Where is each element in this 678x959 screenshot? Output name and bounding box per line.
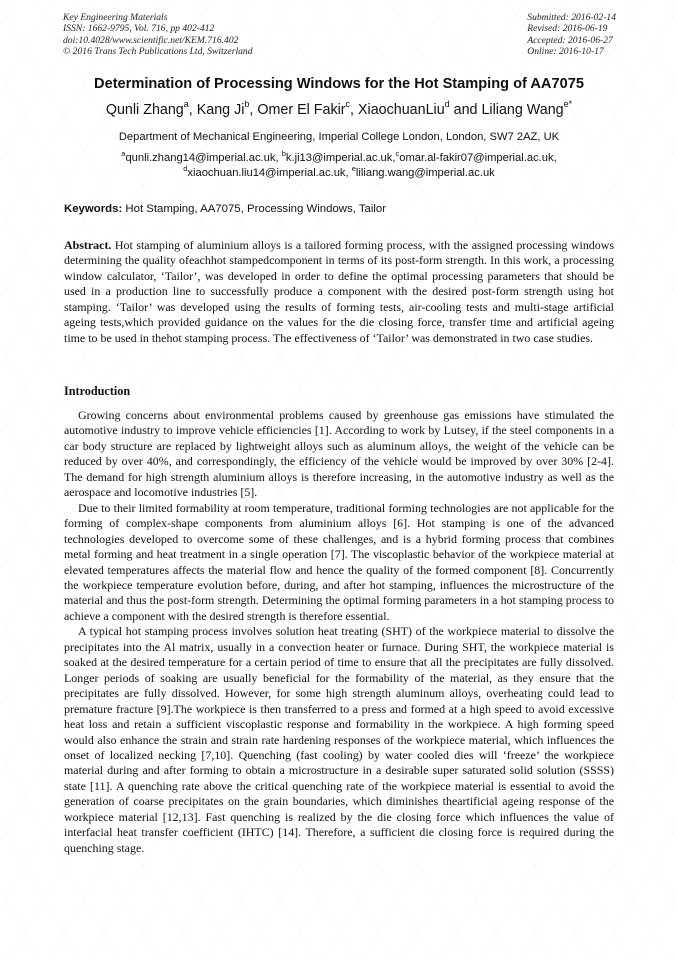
email-address[interactable]: k.ji13@imperial.ac.uk, [285, 152, 396, 164]
author-separator: , [188, 102, 197, 118]
paragraph: Due to their limited formability at room temperature, traditional forming technologies are not applicable for the forming of complex-shape components from aluminium alloys [6]. Hot stamping is one of the advanced technologies developed to overcome some of these challenges, and is a hybrid forming process that combines metal forming and heat treatment in a single operation [7]. The viscoplastic behavior of the workpiece material at elevated temperatures affects the material flow and hence the quality of the formed component [8]. Concurrently the workpiece temperature evolution before, during, and after hot stamping, influences the microstructure of the material and thus the post-form strength. Determining the optimal forming parameters in a hot stamping process to achieve a component with the desired strength is therefore essential. [64, 500, 614, 623]
keywords [64, 203, 616, 215]
author-separator: , [350, 102, 358, 118]
introduction-body [64, 408, 614, 856]
email-address[interactable]: omar.al-fakir07@imperial.ac.uk, [399, 152, 557, 164]
abstract-label: Abstract. [64, 238, 112, 252]
email-address[interactable]: qunli.zhang14@imperial.ac.uk, [125, 152, 282, 164]
author-superscript: c [345, 99, 351, 109]
paragraph: Growing concerns about environmental problems caused by greenhouse gas emissions have stimulated the automotive industry to improve vehicle efficiencies [1]. According to work by Lutsey, if the steel components in a car body structure are replaced by lightweight alloys such as aluminum alloys, the weight of the vehicle can be reduced by over 40%, and correspondingly, the efficiency of the vehicle would be improved by over 30% [2-4]. The demand for high strength aluminium alloys is therefore increasing, in the automotive industry as well as the aerospace and locomotive industries [5]. [64, 408, 614, 500]
submission-dates [527, 12, 616, 57]
email-superscript: b [281, 149, 286, 158]
author-name: Qunli Zhang [105, 102, 184, 118]
email-superscript: e [351, 164, 356, 173]
keywords-label: Keywords: [64, 203, 123, 215]
author-superscript: d [444, 99, 450, 109]
journal-name: Key Engineering Materials [63, 12, 168, 23]
date-revised: Revised: 2016-06-19 [527, 23, 608, 35]
keywords-text: Hot Stamping, AA7075, Processing Windows, Tailor [122, 203, 387, 215]
section-heading-introduction: Introduction [64, 384, 131, 398]
abstract-text: Hot stamping of aluminium alloys is a tailored forming process, with the assigned processing windows determining the quality ofeachhot stampedcomponent in terms of its post-form strength. In this work, a processing window calculator, ‘Tailor’, was developed in order to define the optimal processing parameters that should be used in a production line to successfully produce a component with the desired post-form strength using hot stamping. ‘Tailor’ was developed using the results of forming tests, air-cooling tests and multi-stage artificial ageing tests,which provided guidance on the values for the die closing force, transfer time and artificial ageing time to be used in thehot stamping process. The effectiveness of ‘Tailor’ was demonstrated in two case studies. [64, 238, 614, 345]
date-accepted: Accepted: 2016-06-27 [527, 34, 613, 46]
email-line [0, 166, 678, 181]
author-separator: and [449, 102, 482, 118]
email-line [0, 151, 678, 166]
journal-doi: doi:10.4028/www.scientific.net/KEM.716.402 [63, 34, 239, 46]
email-list [0, 151, 678, 181]
author-name: Omer El Fakir [257, 102, 346, 118]
author-name: Kang Ji [196, 102, 245, 118]
author-superscript: b [244, 99, 250, 109]
email-address[interactable]: xiaochuan.liu14@imperial.ac.uk, [187, 167, 352, 179]
author-list [0, 99, 678, 118]
date-submitted: Submitted: 2016-02-14 [527, 12, 616, 23]
email-superscript: a [121, 149, 126, 158]
affiliation: Department of Mechanical Engineering, Imperial College London, London, SW7 2AZ, UK [118, 131, 560, 143]
journal-issn: ISSN: 1662-9795, Vol. 716, pp 402-412 [63, 23, 215, 35]
journal-info [63, 12, 253, 57]
email-superscript: c [395, 149, 400, 158]
author-superscript: e* [563, 99, 573, 109]
date-online: Online: 2016-10-17 [527, 45, 604, 57]
abstract [64, 238, 614, 346]
author-superscript: a [183, 99, 189, 109]
journal-copyright: © 2016 Trans Tech Publications Ltd, Switzerland [63, 45, 253, 57]
email-superscript: d [183, 164, 188, 173]
author-separator: , [249, 102, 258, 118]
paper-title: Determination of Processing Windows for the Hot Stamping of AA7075 [94, 76, 584, 92]
author-name: XiaochuanLiu [358, 102, 445, 118]
email-address[interactable]: liliang.wang@imperial.ac.uk [355, 167, 495, 179]
paragraph: A typical hot stamping process involves solution heat treating (SHT) of the workpiece material to dissolve the precipitates into the Al matrix, usually in a convection heater or furnace. During SHT, the workpiece material is soaked at the desired temperature for a certain period of time to ensure that all the precipitates are fully dissolved. Longer periods of soaking are usually beneficial for the formability of the material, as they ensure that the precipitates are fully dissolved. However, for some high strength aluminum alloys, overheating could lead to premature fracture [9].The workpiece is then transferred to a press and formed at a high speed to avoid excessive heat loss and retain a sufficient viscoplastic response and formability in the workpiece. A high forming speed would also enhance the strain and strain rate hardening responses of the workpiece material, which influences the onset of localized necking [7,10]. Quenching (fast cooling) by water cooled dies will ‘freeze’ the workpiece material during and after forming to obtain a microstructure in a desirable super saturated solid solution (SSSS) state [11]. A quenching rate above the critical quenching rate of the workpiece material is essential to avoid the generation of coarse precipitates on the grain boundaries, which diminishes theartificial ageing response of the workpiece material [12,13]. Fast quenching is realized by the die closing force which influences the value of interfacial heat transfer coefficient (IHTC) [14]. Therefore, a sufficient die closing force is required during the quenching stage. [64, 624, 614, 855]
author-name: Liliang Wang [481, 102, 564, 118]
